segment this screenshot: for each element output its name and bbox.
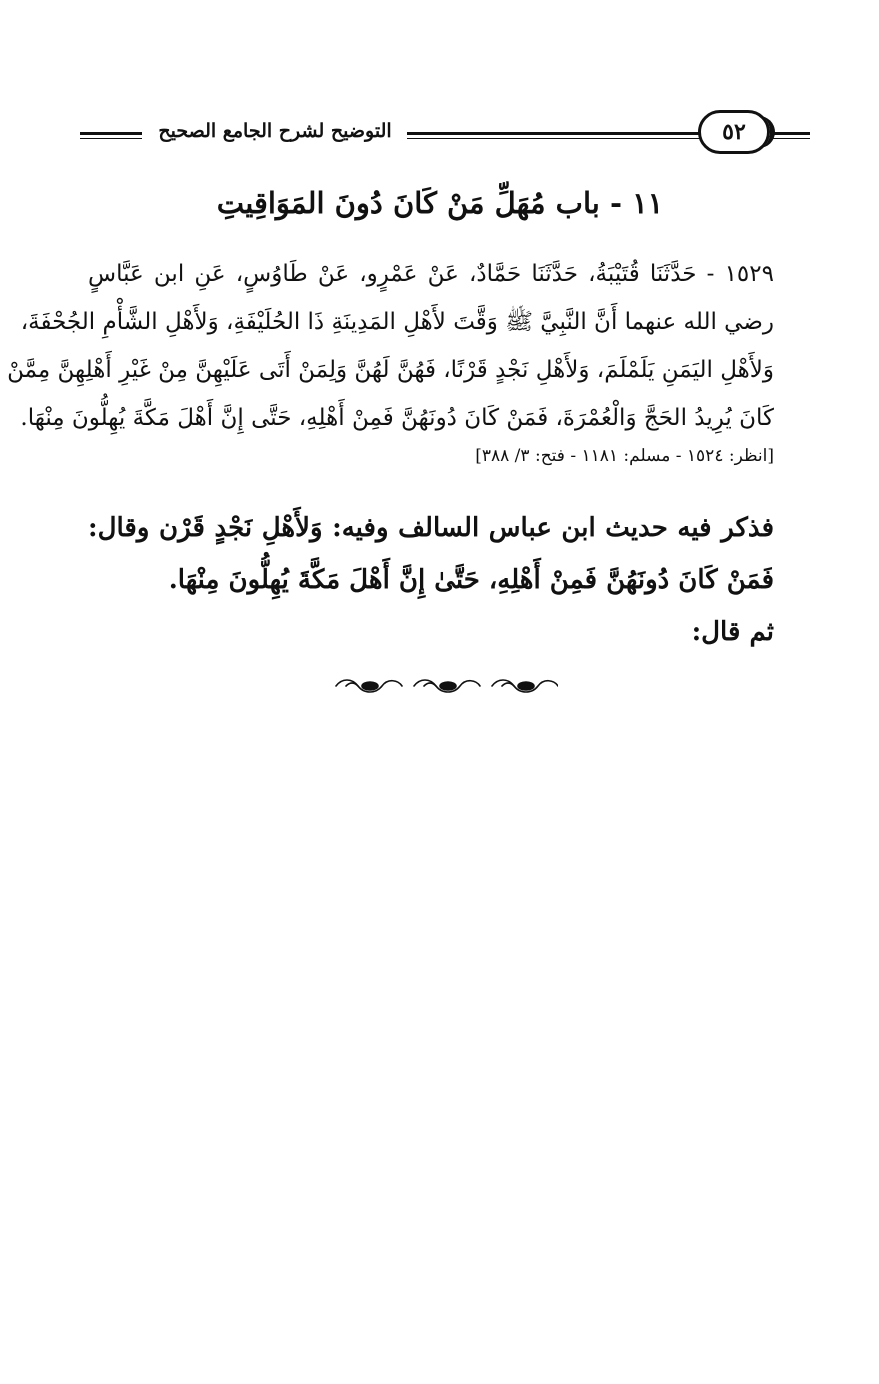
commentary-line: فذكر فيه حديث ابن عباس السالف وفيه: وَلأَهْلِ نَجْدٍ قَرْن وقال: <box>88 513 774 543</box>
header-rule-middle <box>407 132 737 139</box>
hadith-line: وَلأَهْلِ اليَمَنِ يَلَمْلَمَ، وَلأَهْلِ نَجْدٍ قَرْنًا، فَهُنَّ لَهُنَّ وَلِمَنْ أَتَى عَلَيْهِنَّ مِنْ غَيْرِ أَهْلِهِنَّ مِمَّنْ <box>7 357 774 383</box>
commentary-line: فَمَنْ كَانَ دُونَهُنَّ فَمِنْ أَهْلِهِ، حَتَّىٰ إِنَّ أَهْلَ مَكَّةَ يُهِلُّونَ مِنْهَا. <box>168 565 774 595</box>
hadith-line: كَانَ يُرِيدُ الحَجَّ وَالْعُمْرَةَ، فَمَنْ كَانَ دُونَهُنَّ فَمِنْ أَهْلِهِ، حَتَّى إِنَّ أَهْلَ مَكَّةَ يُهِلُّونَ مِنْهَا. <box>20 405 774 431</box>
section-divider-ornament <box>332 674 558 698</box>
hadith-reference: [انظر: ١٥٢٤ - مسلم: ١١٨١ - فتح: ٣/ ٣٨٨] <box>475 446 774 466</box>
commentary-text <box>88 502 774 658</box>
page-number-badge <box>698 110 770 154</box>
running-header <box>80 108 810 158</box>
page-number: ٥٢ <box>722 119 746 145</box>
hadith-line: ١٥٢٩ - حَدَّثَنَا قُتَيْبَةُ، حَدَّثَنَا حَمَّادٌ، عَنْ عَمْرٍو، عَنْ طَاوُسٍ، عَنِ ابن عَبَّاسٍ <box>88 261 774 287</box>
hadith-text <box>7 250 774 442</box>
chapter-heading: ١١ - باب مُهَلِّ مَنْ كَانَ دُونَ المَوَاقِيتِ <box>216 186 664 220</box>
header-rule-left <box>80 132 142 139</box>
header-rule-right <box>770 132 810 139</box>
running-title: التوضيح لشرح الجامع الصحيح <box>158 120 392 142</box>
commentary-line: ثم قال: <box>691 617 774 647</box>
hadith-line: رضي الله عنهما أَنَّ النَّبِيَّ ﷺ وَقَّتَ لأَهْلِ المَدِينَةِ ذَا الحُلَيْفَةِ، وَلأَهْلِ الشَّأْمِ الجُحْفَةَ، <box>20 309 774 335</box>
